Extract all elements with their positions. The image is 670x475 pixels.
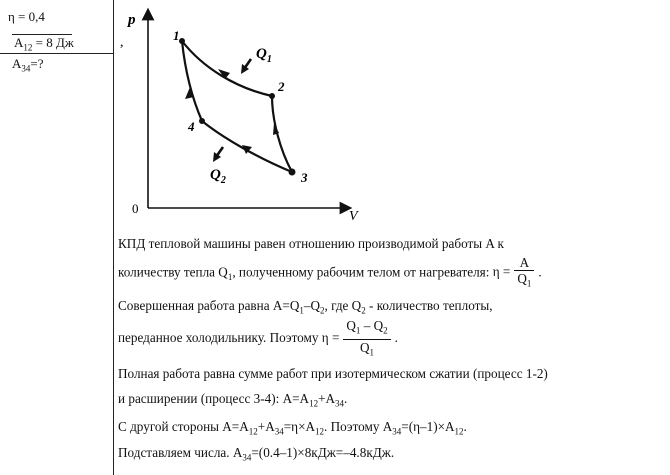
comma-mark: ,	[120, 35, 124, 50]
solution-line-4: переданное холодильнику. Поэтому η = $\frac{Q_1 - Q_2}{Q_1}$ .	[118, 318, 398, 358]
q1-label: $Q_1$	[256, 46, 272, 65]
point-4-label: 4	[188, 119, 195, 134]
given-a34-prefix: A	[12, 56, 22, 71]
vertical-separator	[113, 0, 114, 475]
given-eta: η = 0,4	[8, 9, 45, 24]
point-1-dot	[179, 38, 185, 44]
p-axis-label: p	[128, 12, 136, 28]
origin-label: 0	[132, 201, 139, 216]
given-a34-suffix: =?	[30, 56, 44, 71]
point-3-label: 3	[301, 170, 308, 185]
given-a12	[14, 35, 74, 53]
q2-label: $Q_2$	[210, 167, 226, 186]
solution-line-2: количеству тепла $Q_1$, полученному рабочим телом от нагревателя: η = $\frac{A}{Q_1}$ .	[118, 255, 542, 289]
pv-diagram	[118, 0, 378, 230]
point-1-label: 1	[173, 28, 180, 43]
solution-line-8: Подставляем числа. $A_{34}=(0.4-1)\times 8кДж=-4.8кДж$.	[118, 445, 395, 463]
given-a34	[12, 56, 44, 74]
given-a12-suffix: = 8 Дж	[32, 35, 74, 50]
point-3-dot	[289, 169, 296, 176]
solution-line-3: Совершенная работа равна $A=Q_1-Q_2$, где $Q_2$ - количество теплоты,	[118, 298, 493, 316]
formula-eta-1: η = $\frac{A}{Q_1}$	[493, 264, 539, 279]
v-axis-label: V	[349, 209, 358, 224]
formula-eta-2: η = $\frac{Q_1 - Q_2}{Q_1}$	[322, 330, 395, 345]
given-a12-prefix: A	[14, 35, 24, 50]
solution-line-7: С другой стороны $A=A_{12}+A_{34}=\eta\times A_{12}$. Поэтому $A_{34}=(\eta-1)\times A_{12}$.	[118, 419, 467, 437]
given-underline	[12, 34, 72, 35]
point-2-dot	[269, 93, 275, 99]
point-2-label: 2	[278, 79, 285, 94]
given-a12-sub: 12	[23, 42, 33, 53]
solution-line-6: и расширении (процесс 3-4): $A=A_{12}+A_{34}$.	[118, 391, 348, 409]
solution-line-1: КПД тепловой машины равен отношению производимой работы A к	[118, 236, 504, 251]
solution-line-5: Полная работа равна сумме работ при изотермическом сжатии (процесс 1-2)	[118, 366, 548, 381]
given-a34-sub: 34	[21, 63, 31, 74]
given-divider	[0, 53, 113, 54]
point-4-dot	[199, 118, 205, 124]
